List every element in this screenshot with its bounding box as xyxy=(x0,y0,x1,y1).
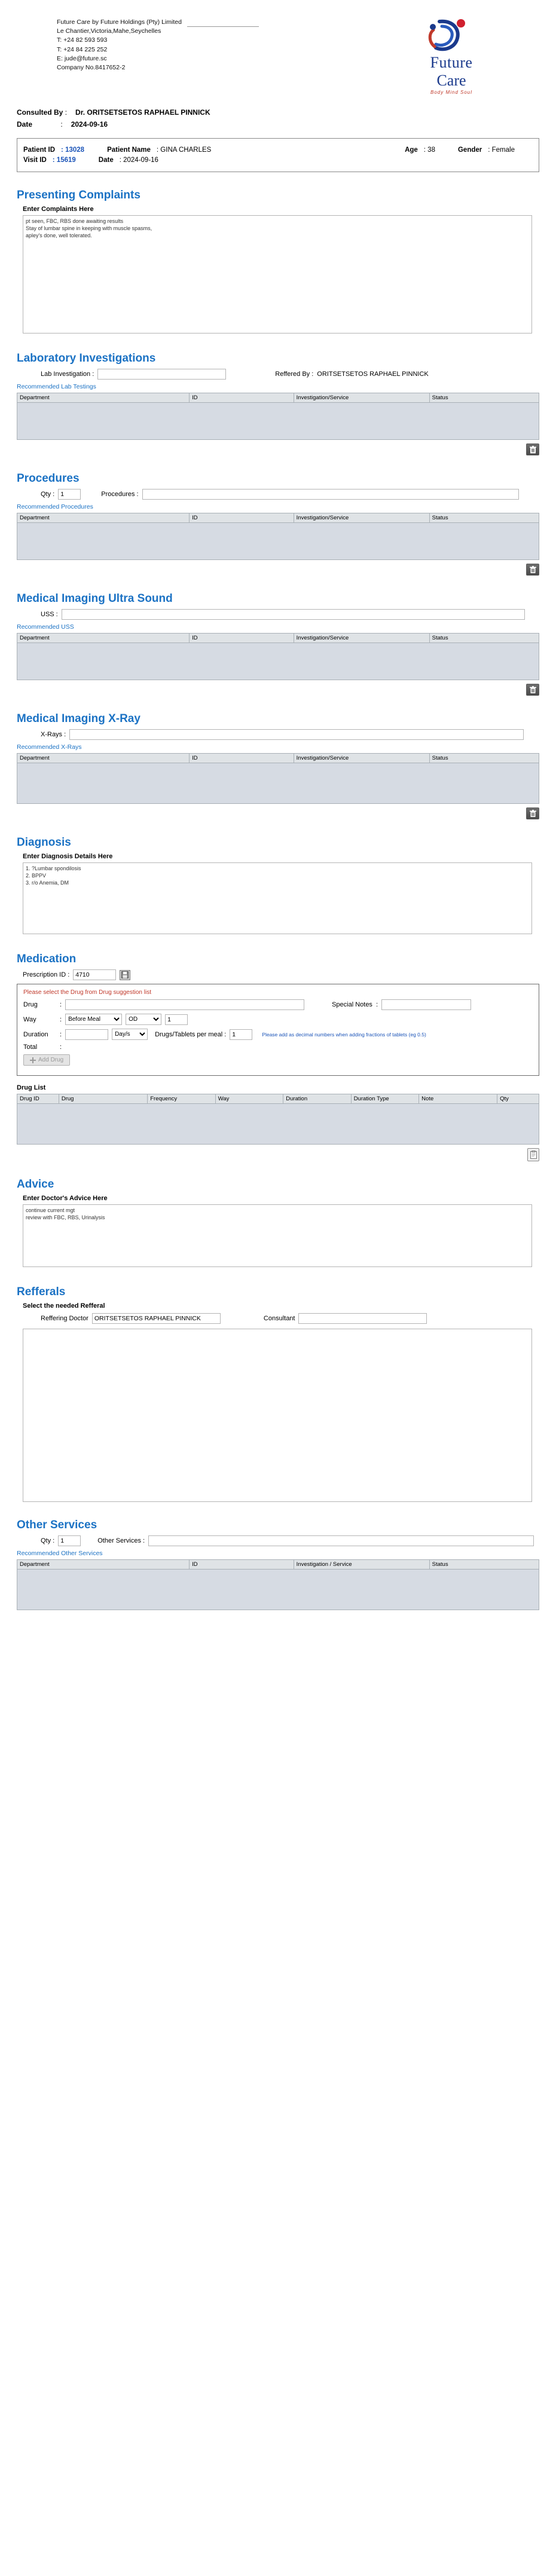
special-notes-label: Special Notes xyxy=(332,1001,372,1008)
other-col-status: Status xyxy=(429,1560,539,1570)
uss-delete-button[interactable] xyxy=(526,684,539,696)
lab-col-department: Department xyxy=(17,393,190,403)
reffering-doctor-label: Reffering Doctor xyxy=(41,1315,88,1322)
company-details xyxy=(57,18,259,72)
prescription-id-input[interactable] xyxy=(73,969,116,980)
drugs-per-meal-input[interactable] xyxy=(230,1029,252,1040)
add-drug-label: Add Drug xyxy=(38,1057,64,1063)
refferals-heading: Refferals xyxy=(17,1286,66,1298)
referred-by-value: ORITSETSETOS RAPHAEL PINNICK xyxy=(317,371,429,378)
medical-imaging-xray-heading: Medical Imaging X-Ray xyxy=(17,712,140,725)
procedures-table-body xyxy=(17,523,539,560)
other-services-heading: Other Services xyxy=(17,1519,97,1531)
drug-col-duration: Duration xyxy=(283,1094,351,1104)
complaints-sub-label: Enter Complaints Here xyxy=(23,206,94,213)
recommended-uss-link[interactable]: Recommended USS xyxy=(17,623,74,631)
way-qty-input[interactable] xyxy=(165,1014,188,1025)
duration-type-select[interactable] xyxy=(112,1029,148,1040)
recommended-xrays-link[interactable]: Recommended X-Rays xyxy=(17,744,82,751)
other-services-body xyxy=(17,1570,539,1610)
special-notes-input[interactable] xyxy=(381,999,471,1010)
way-row: Way : Before Meal OD 1 xyxy=(23,1014,533,1025)
other-services-qty-label: Qty : xyxy=(41,1537,55,1544)
prescription-id-label: Prescription ID : xyxy=(23,971,70,978)
procedures-table xyxy=(17,513,539,523)
reffering-doctor-input[interactable] xyxy=(92,1313,221,1324)
uss-col-id: ID xyxy=(190,634,294,643)
uss-table xyxy=(17,633,539,643)
other-col-service: Investigation / Service xyxy=(294,1560,429,1570)
duration-label: Duration xyxy=(23,1030,48,1038)
age-label: Age xyxy=(405,146,418,154)
diagnosis-textarea[interactable] xyxy=(23,862,532,934)
advice-sub-label: Enter Doctor's Advice Here xyxy=(23,1195,108,1202)
lab-col-status: Status xyxy=(429,393,539,403)
procedures-table-header-row xyxy=(17,513,539,523)
procedures-qty-label: Qty : xyxy=(41,491,55,498)
procedures-delete-button[interactable] xyxy=(526,564,539,576)
company-number: Company No.8417652-2 xyxy=(57,64,126,72)
logo-tagline: Body Mind Soul xyxy=(430,90,473,95)
drug-input[interactable] xyxy=(65,999,304,1010)
company-phone-2: T: +24 84 225 252 xyxy=(57,45,108,53)
advice-heading: Advice xyxy=(17,1178,54,1191)
patient-id-label: Patient ID xyxy=(23,146,56,154)
procedures-qty-input[interactable] xyxy=(58,489,81,500)
trash-icon xyxy=(530,810,536,818)
lab-delete-button[interactable] xyxy=(526,443,539,455)
uss-label: USS : xyxy=(41,611,58,618)
advice-textarea[interactable] xyxy=(23,1204,532,1267)
drug-row: Drug : Special Notes : xyxy=(23,999,533,1010)
procedures-col-service: Investigation/Service xyxy=(294,513,429,523)
drug-list-body xyxy=(17,1104,539,1145)
drug-col-duration-type: Duration Type xyxy=(351,1094,418,1104)
other-services-input[interactable] xyxy=(148,1535,534,1546)
xray-table xyxy=(17,753,539,763)
medication-entry-panel xyxy=(17,984,539,1076)
way-label: Way xyxy=(23,1015,36,1023)
xray-input[interactable] xyxy=(69,729,524,740)
xray-delete-button[interactable] xyxy=(526,807,539,819)
procedures-col-status: Status xyxy=(429,513,539,523)
trash-icon xyxy=(530,686,536,694)
floppy-save-icon xyxy=(121,971,129,978)
consultant-label: Consultant xyxy=(263,1315,295,1322)
xray-col-department: Department xyxy=(17,754,190,763)
age-value: : 38 xyxy=(423,146,435,154)
drug-col-drug: Drug xyxy=(59,1094,147,1104)
patient-name-value: : GINA CHARLES xyxy=(156,146,212,154)
patient-id-value: : 13028 xyxy=(61,146,85,154)
other-services-qty-input[interactable] xyxy=(58,1535,81,1546)
company-phone-1: T: +24 82 593 593 xyxy=(57,36,108,44)
patient-name-label: Patient Name xyxy=(107,146,151,154)
total-row: Total : xyxy=(23,1044,62,1051)
medication-heading: Medication xyxy=(17,953,77,965)
uss-delete-row xyxy=(17,684,539,696)
header-rule xyxy=(187,20,259,27)
presenting-complaints-heading: Presenting Complaints xyxy=(17,189,140,201)
uss-col-service: Investigation/Service xyxy=(294,634,429,643)
xray-label: X-Rays : xyxy=(41,731,66,738)
patient-row-1 xyxy=(23,146,533,154)
drug-list-header-row xyxy=(17,1094,539,1104)
refferals-panel[interactable] xyxy=(23,1329,532,1502)
other-col-id: ID xyxy=(190,1560,294,1570)
drug-col-frequency: Frequency xyxy=(148,1094,215,1104)
drug-col-qty: Qty xyxy=(497,1094,539,1104)
other-col-department: Department xyxy=(17,1560,190,1570)
company-address: Le Chantier,Victoria,Mahe,Seychelles xyxy=(57,27,161,35)
duration-input[interactable] xyxy=(65,1029,108,1040)
drug-list-label: Drug List xyxy=(17,1084,46,1091)
consulted-by-value: Dr. ORITSETSETOS RAPHAEL PINNICK xyxy=(75,108,210,117)
logo-text-future: Future xyxy=(430,54,473,71)
diagnosis-heading: Diagnosis xyxy=(17,836,71,849)
medication-warning-text: Please select the Drug from Drug suggestion list xyxy=(23,989,151,996)
xray-delete-row xyxy=(17,807,539,819)
trash-icon xyxy=(530,566,536,574)
referred-by-label: Reffered By : xyxy=(275,371,314,378)
uss-col-status: Status xyxy=(429,634,539,643)
procedures-heading: Procedures xyxy=(17,472,80,485)
gender-label: Gender xyxy=(457,146,482,154)
consulted-by-label: Consulted By xyxy=(17,108,63,117)
complaints-textarea[interactable] xyxy=(23,215,532,334)
uss-table-header-row xyxy=(17,634,539,643)
recommended-other-services-link[interactable]: Recommended Other Services xyxy=(17,1550,103,1557)
recommended-lab-testings-link[interactable]: Recommended Lab Testings xyxy=(17,383,96,390)
visit-id-value: : 15619 xyxy=(52,157,76,164)
visit-id-label: Visit ID xyxy=(23,157,47,164)
plus-icon xyxy=(30,1057,36,1063)
lab-investigation-input[interactable] xyxy=(97,369,226,380)
medical-imaging-uss-heading: Medical Imaging Ultra Sound xyxy=(17,592,173,605)
drug-list-action-row xyxy=(17,1148,539,1161)
refferals-sub-label: Select the needed Refferal xyxy=(23,1302,105,1310)
consultation-info xyxy=(0,101,556,133)
drug-col-way: Way xyxy=(215,1094,283,1104)
drug-label: Drug xyxy=(23,1001,38,1008)
page-header xyxy=(0,0,556,101)
duration-row: Duration : Day/s Drugs/Tablets per meal : 1 Please add as decimal numbers when adding fractions of tablets (eg 0.5) xyxy=(23,1029,533,1040)
consultant-input[interactable] xyxy=(298,1313,427,1324)
lab-investigation-label: Lab Investigation : xyxy=(41,371,94,378)
xray-col-id: ID xyxy=(190,754,294,763)
uss-col-department: Department xyxy=(17,634,190,643)
patient-row-2 xyxy=(23,157,533,164)
lab-table-header-row xyxy=(17,393,539,403)
company-name: Future Care by Future Holdings (Pty) Limited xyxy=(57,19,182,26)
patient-info-bar xyxy=(17,138,539,172)
consulted-by-row: Consulted By : Dr. ORITSETSETOS RAPHAEL PINNICK xyxy=(17,108,210,117)
add-drug-button[interactable] xyxy=(23,1054,70,1066)
uss-input[interactable] xyxy=(62,609,525,620)
laboratory-investigations-heading: Laboratory Investigations xyxy=(17,352,156,365)
total-label: Total xyxy=(23,1044,38,1051)
gender-value: : Female xyxy=(488,146,515,154)
procedures-col-department: Department xyxy=(17,513,190,523)
other-services-header-row xyxy=(17,1560,539,1570)
visit-date-label: Date xyxy=(98,157,114,164)
lab-results-table xyxy=(17,393,539,403)
lab-table-body xyxy=(17,403,539,440)
way-select[interactable] xyxy=(65,1014,122,1025)
drugs-per-meal-label: Drugs/Tablets per meal : xyxy=(155,1030,227,1038)
drug-col-note: Note xyxy=(419,1094,497,1104)
company-logo xyxy=(395,18,508,95)
consult-date-label: Date xyxy=(17,120,33,129)
logo-mark-icon xyxy=(416,18,487,54)
add-drug-row xyxy=(23,1054,533,1066)
procedures-input[interactable] xyxy=(142,489,519,500)
xray-table-body xyxy=(17,763,539,804)
lab-col-service: Investigation/Service xyxy=(294,393,429,403)
procedures-col-id: ID xyxy=(190,513,294,523)
frequency-select[interactable] xyxy=(126,1014,161,1025)
drug-list-clipboard-button[interactable] xyxy=(527,1148,539,1161)
procedures-label: Procedures : xyxy=(101,491,139,498)
company-name-row xyxy=(57,18,259,27)
lab-col-id: ID xyxy=(190,393,294,403)
xray-col-status: Status xyxy=(429,754,539,763)
xray-col-service: Investigation/Service xyxy=(294,754,429,763)
trash-icon xyxy=(530,446,536,454)
decimal-note-text: Please add as decimal numbers when adding fractions of tablets (eg 0.5) xyxy=(262,1031,426,1038)
consult-date-row: Date : 2024-09-16 xyxy=(17,120,108,129)
recommended-procedures-link[interactable]: Recommended Procedures xyxy=(17,503,93,510)
uss-table-body xyxy=(17,643,539,680)
drug-col-id: Drug ID xyxy=(17,1094,59,1104)
visit-date-value: : 2024-09-16 xyxy=(119,157,158,164)
procedures-delete-row xyxy=(17,564,539,576)
other-services-label: Other Services : xyxy=(97,1537,145,1544)
other-services-table xyxy=(17,1559,539,1570)
lab-delete-row xyxy=(17,443,539,455)
consult-date-value: 2024-09-16 xyxy=(71,120,108,129)
diagnosis-sub-label: Enter Diagnosis Details Here xyxy=(23,853,113,860)
xray-table-header-row xyxy=(17,754,539,763)
clipboard-icon xyxy=(530,1151,537,1159)
company-email: E: jude@future.sc xyxy=(57,54,107,62)
drug-list-table xyxy=(17,1094,539,1104)
logo-text-care: Care xyxy=(436,72,466,89)
save-prescription-button[interactable] xyxy=(120,970,130,980)
